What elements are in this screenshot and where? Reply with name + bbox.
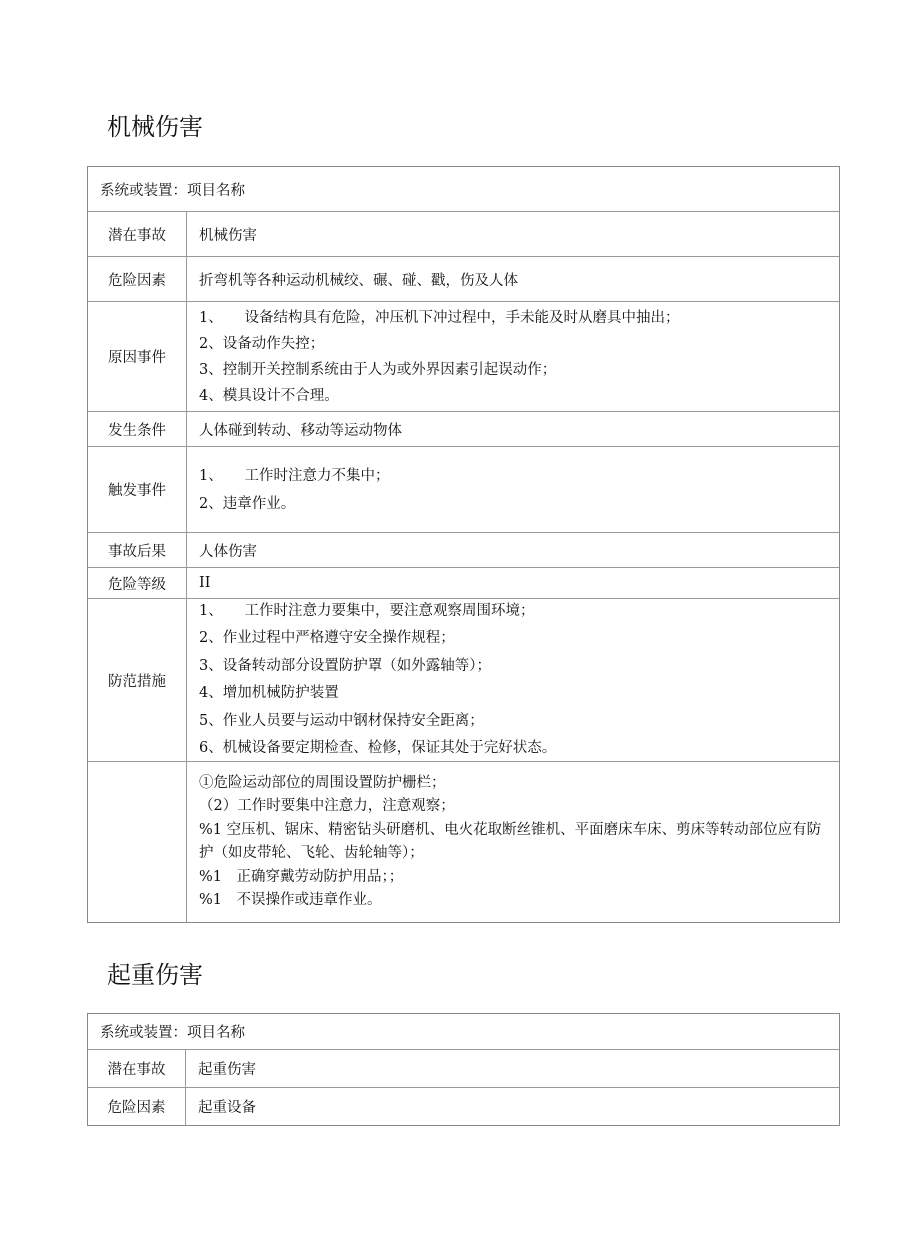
row-label: 危险因素 [88,1088,186,1125]
value-line: 1、 工作时注意力要集中，要注意观察周围环境； [199,602,535,619]
row-value [187,447,839,532]
value-line: 机械伤害 [199,227,257,244]
row-label: 发生条件 [88,412,187,446]
system-device-label: 系统或装置：项目名称 [100,1025,245,1041]
value-line: 2、设备动作失控； [199,335,325,352]
value-line: 2、违章作业。 [199,495,296,512]
row-label: 事故后果 [88,533,187,567]
row-value [187,302,839,411]
table-row [88,411,839,446]
value-line: 起重伤害 [198,1062,256,1078]
table-row [88,1049,839,1087]
table-row [88,301,839,411]
value-line: 6、机械设备要定期检查、检修，保证其处于完好状态。 [199,740,557,756]
value-line: ①危险运动部位的周围设置防护栅栏； [199,774,446,791]
value-line: 3、设备转动部分设置防护罩（如外露轴等）； [199,657,491,674]
row-value [187,257,839,301]
value-line: 人体伤害 [199,543,257,560]
row-label: 原因事件 [88,302,187,411]
value-line: %1 空压机、锯床、精密钻头研磨机、电火花取断丝锥机、平面磨床车床、剪床等转动部位应有防护（如皮带轮、飞轮、齿轮轴等）； [199,821,822,861]
value-line: 人体碰到转动、移动等运动物体 [199,422,402,439]
table-row [88,598,839,761]
value-line: %1 不误操作或违章作业。 [199,892,382,908]
table-header-row [88,167,839,211]
table-row [88,446,839,532]
row-label: 危险因素 [88,257,187,301]
row-value [187,568,839,598]
value-line: 1、 工作时注意力不集中； [199,467,390,484]
value-line: 起重设备 [198,1100,256,1116]
row-value [187,599,839,761]
value-line: 1、 设备结构具有危险，冲压机下冲过程中，手未能及时从磨具中抽出； [199,309,680,326]
row-label: 潜在事故 [88,1050,186,1087]
table-header-row [88,1014,839,1049]
value-line: 4、模具设计不合理。 [199,387,339,404]
row-label: 防范措施 [88,599,187,761]
value-line: %1 正确穿戴劳动防护用品；； [199,868,404,885]
table-row [88,532,839,567]
section-title: 起重伤害 [107,961,203,989]
value-line: （2）工作时要集中注意力，注意观察； [199,798,455,814]
row-value [187,762,839,922]
row-value [186,1088,839,1125]
section-title: 机械伤害 [107,113,203,141]
value-line: 5、作业人员要与运动中钢材保持安全距离； [199,712,484,729]
row-value [187,533,839,567]
row-label: 触发事件 [88,447,187,532]
table-row [88,1087,839,1125]
value-line: II [199,575,211,591]
table-row [88,761,839,922]
row-value [187,212,839,256]
row-value [187,412,839,446]
hazard-table-lifting [87,1013,840,1126]
hazard-table-mechanical [87,166,840,923]
row-label: 危险等级 [88,568,187,598]
table-row [88,211,839,256]
value-line: 折弯机等各种运动机械绞、碾、碰、戳，伤及人体 [199,272,518,289]
value-line: 4、增加机械防护装置 [199,685,339,701]
system-device-label: 系统或装置：项目名称 [100,182,245,199]
row-value [186,1050,839,1087]
table-row [88,256,839,301]
table-row [88,567,839,598]
row-label [88,762,187,922]
value-line: 3、控制开关控制系统由于人为或外界因素引起误动作； [199,361,557,378]
row-label: 潜在事故 [88,212,187,256]
value-line: 2、作业过程中严格遵守安全操作规程； [199,630,455,646]
